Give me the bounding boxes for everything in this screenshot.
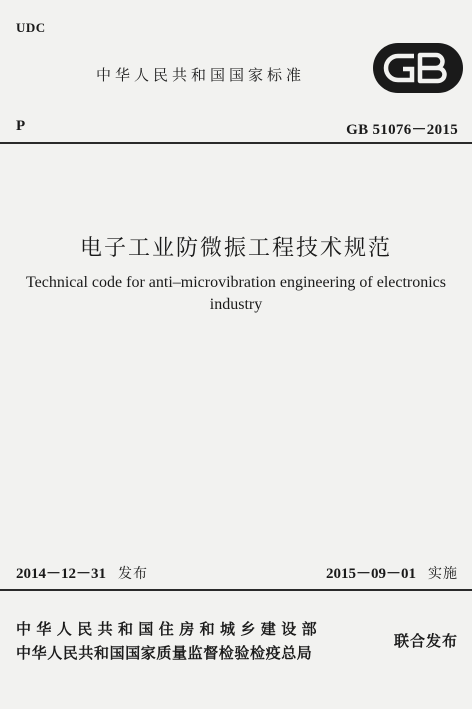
title-english: Technical code for anti–microvibration engineering of electronics industry xyxy=(25,274,447,313)
issue-date-row xyxy=(16,562,148,583)
implement-date-row xyxy=(326,562,458,583)
gb-logo xyxy=(372,42,464,94)
implement-date: 2015－09－01 xyxy=(325,566,416,582)
issue-date: 2014－12－31 xyxy=(16,566,107,582)
header-divider xyxy=(0,142,472,144)
title-chinese: 电子工业防微振工程技术规范 xyxy=(79,236,392,261)
standard-number: GB 51076－2015 xyxy=(346,122,458,138)
joint-release-label: 联合发布 xyxy=(393,632,458,650)
national-standard-title: 中华人民共和国国家标准 xyxy=(96,66,306,84)
issuer-ministry: 中华人民共和国住房和城乡建设部 xyxy=(16,620,323,638)
classification-code: P xyxy=(16,118,26,134)
footer-divider xyxy=(0,589,472,591)
implement-action: 实施 xyxy=(428,566,458,582)
issuer-aqsiq: 中华人民共和国国家质量监督检验检疫总局 xyxy=(16,644,313,662)
issue-action: 发布 xyxy=(118,566,149,582)
udc-label: UDC xyxy=(16,20,46,35)
